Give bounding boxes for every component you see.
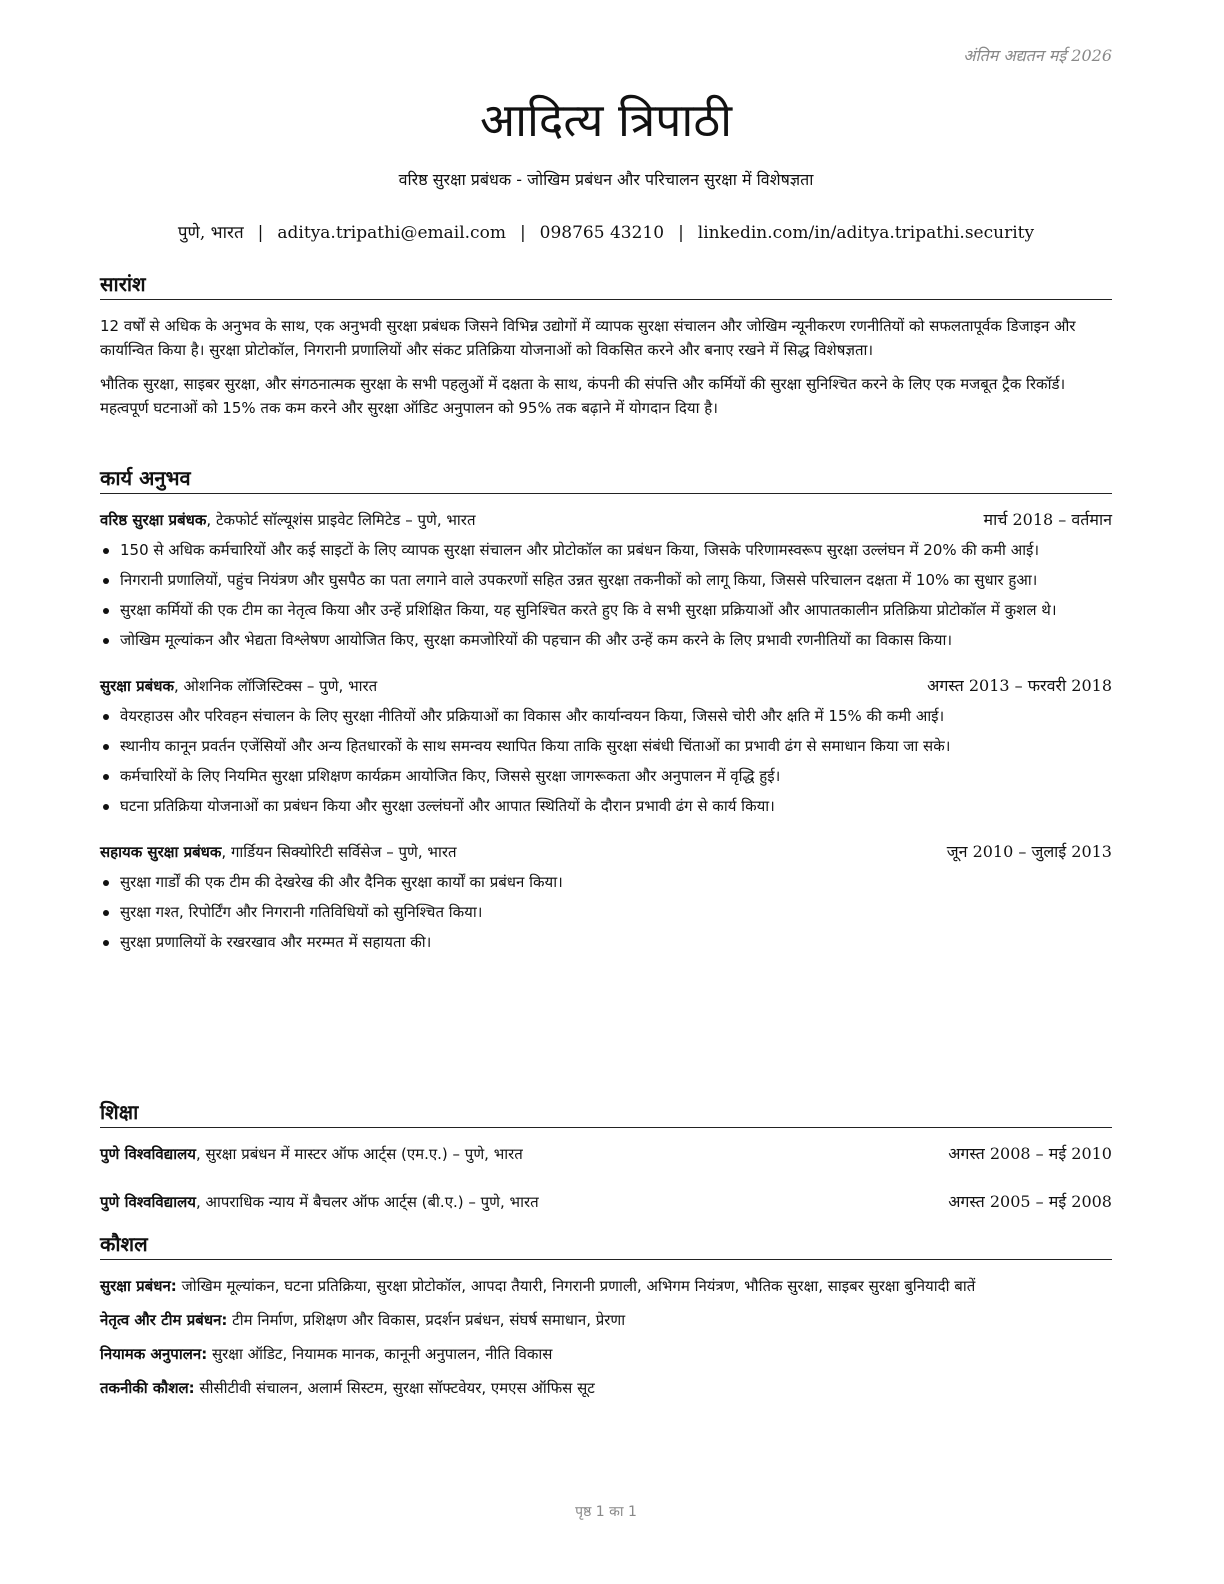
section-title-skills: कौशल — [100, 1230, 1112, 1260]
resume-page — [100, 0, 1112, 1584]
job-bullet: स्थानीय कानून प्रवर्तन एजेंसियों और अन्य हितधारकों के साथ समन्वय स्थापित किया ताकि सुरक्षा संबंधी चिंताओं का प्रभावी ढंग से समाधान किया जा सके। — [100, 734, 1112, 758]
job-bullet: सुरक्षा कर्मियों की एक टीम का नेतृत्व किया और उन्हें प्रशिक्षित किया, यह सुनिश्चित करते हुए कि वे सभी सुरक्षा प्रक्रियाओं और आपातकालीन प्रतिक्रिया प्रोटोकॉल में कुशल थे। — [100, 598, 1112, 622]
job-entry — [100, 840, 1112, 954]
job-header — [100, 840, 1112, 864]
job-bullet: जोखिम मूल्यांकन और भेद्यता विश्लेषण आयोजित किए, सुरक्षा कमजोरियों की पहचान की और उन्हें कम करने के लिए प्रभावी रणनीतियों का विकास किया। — [100, 628, 1112, 652]
education-school: पुणे विश्वविद्यालय — [100, 1193, 196, 1211]
contact-separator: | — [678, 223, 684, 243]
job-date: मार्च 2018 – वर्तमान — [983, 510, 1112, 529]
section-title-education: शिक्षा — [100, 1098, 1112, 1128]
contact-email[interactable]: aditya.tripathi@email.com — [277, 223, 506, 243]
skill-value: जोखिम मूल्यांकन, घटना प्रतिक्रिया, सुरक्षा प्रोटोकॉल, आपदा तैयारी, निगरानी प्रणाली, अभिगम नियंत्रण, भौतिक सुरक्षा, साइबर सुरक्षा बुनियादी बातें — [176, 1277, 976, 1295]
contact-linkedin[interactable]: linkedin.com/in/aditya.tripathi.security — [697, 223, 1035, 243]
job-bullet: 150 से अधिक कर्मचारियों और कई साइटों के लिए व्यापक सुरक्षा संचालन और प्रोटोकॉल का प्रबंधन किया, जिसके परिणामस्वरूप सुरक्षा उल्लंघन में 20% की कमी आई। — [100, 538, 1112, 562]
education-section — [100, 1098, 1112, 1214]
job-bullet: निगरानी प्रणालियों, पहुंच नियंत्रण और घुसपैठ का पता लगाने वाले उपकरणों सहित उन्नत सुरक्षा तकनीकों को लागू किया, जिससे परिचालन दक्षता में 10% का सुधार हुआ। — [100, 568, 1112, 592]
last-updated: अंतिम अद्यतन मई 2026 — [963, 46, 1112, 65]
section-title-experience: कार्य अनुभव — [100, 464, 1112, 494]
skill-label: नेतृत्व और टीम प्रबंधन: — [100, 1311, 228, 1329]
summary-paragraph: 12 वर्षों से अधिक के अनुभव के साथ, एक अनुभवी सुरक्षा प्रबंधक जिसने विभिन्न उद्योगों में व्यापक सुरक्षा संचालन और जोखिम न्यूनीकरण रणनीतियों को सफलतापूर्वक डिजाइन और कार्यान्वित किया है। सुरक्षा प्रोटोकॉल, निगरानी प्रणालियों और संकट प्रतिक्रिया योजनाओं को विकसित करने और बनाए रखने में सिद्ध विशेषज्ञता। — [100, 317, 1076, 359]
job-org: , ओशनिक लॉजिस्टिक्स – पुणे, भारत — [173, 677, 378, 695]
job-header — [100, 674, 1112, 698]
job-bullet: कर्मचारियों के लिए नियमित सुरक्षा प्रशिक्षण कार्यक्रम आयोजित किए, जिससे सुरक्षा जागरूकता और अनुपालन में वृद्धि हुई। — [100, 764, 1112, 788]
tagline: वरिष्ठ सुरक्षा प्रबंधक - जोखिम प्रबंधन और परिचालन सुरक्षा में विशेषज्ञता — [398, 170, 814, 189]
contact-location: पुणे, भारत — [177, 223, 244, 243]
education-date: अगस्त 2005 – मई 2008 — [948, 1192, 1112, 1211]
skill-label: नियामक अनुपालन: — [100, 1345, 208, 1363]
page-number: पृष्ठ 1 का 1 — [575, 1504, 637, 1520]
experience-section — [100, 464, 1112, 954]
skill-value: टीम निर्माण, प्रशिक्षण और विकास, प्रदर्शन प्रबंधन, संघर्ष समाधान, प्रेरणा — [227, 1311, 626, 1329]
contact-phone[interactable]: 098765 43210 — [539, 223, 665, 243]
job-header — [100, 508, 1112, 532]
summary-section — [100, 270, 1112, 420]
contact-line — [100, 220, 1112, 243]
contact-separator: | — [257, 223, 264, 243]
education-entry — [100, 1142, 1112, 1166]
job-bullet: घटना प्रतिक्रिया योजनाओं का प्रबंधन किया और सुरक्षा उल्लंघनों और आपात स्थितियों के दौरान प्रभावी ढंग से कार्य किया। — [100, 794, 1112, 818]
skill-label: तकनीकी कौशल: — [100, 1379, 195, 1397]
skill-line — [100, 1342, 1112, 1366]
job-role: वरिष्ठ सुरक्षा प्रबंधक — [100, 511, 207, 529]
education-degree: , आपराधिक न्याय में बैचलर ऑफ आर्ट्स (बी.ए.) – पुणे, भारत — [195, 1193, 539, 1211]
skill-line — [100, 1308, 1112, 1332]
job-bullet: सुरक्षा प्रणालियों के रखरखाव और मरम्मत में सहायता की। — [100, 930, 1112, 954]
section-title-summary: सारांश — [100, 270, 1112, 300]
job-org: , टेकफोर्ट सॉल्यूशंस प्राइवेट लिमिटेड – पुणे, भारत — [206, 511, 476, 529]
job-date: जून 2010 – जुलाई 2013 — [946, 842, 1112, 861]
skill-line — [100, 1376, 1112, 1400]
skill-value: सुरक्षा ऑडिट, नियामक मानक, कानूनी अनुपालन, नीति विकास — [207, 1345, 553, 1363]
education-degree: , सुरक्षा प्रबंधन में मास्टर ऑफ आर्ट्स (एम.ए.) – पुणे, भारत — [195, 1145, 523, 1163]
skill-line — [100, 1274, 1112, 1298]
skill-label: सुरक्षा प्रबंधन: — [100, 1277, 177, 1295]
job-entry — [100, 508, 1112, 652]
job-bullet: सुरक्षा गश्त, रिपोर्टिंग और निगरानी गतिविधियों को सुनिश्चित किया। — [100, 900, 1112, 924]
job-entry — [100, 674, 1112, 818]
contact-separator: | — [519, 223, 526, 243]
job-role: सहायक सुरक्षा प्रबंधक — [100, 843, 222, 861]
job-bullet: सुरक्षा गार्डों की एक टीम की देखरेख की और दैनिक सुरक्षा कार्यों का प्रबंधन किया। — [100, 870, 1112, 894]
education-school: पुणे विश्वविद्यालय — [100, 1145, 196, 1163]
job-date: अगस्त 2013 – फरवरी 2018 — [927, 676, 1112, 695]
skills-section — [100, 1230, 1112, 1410]
summary-paragraph: भौतिक सुरक्षा, साइबर सुरक्षा, और संगठनात्मक सुरक्षा के सभी पहलुओं में दक्षता के साथ, कंपनी की संपत्ति और कर्मियों की सुरक्षा सुनिश्चित करने के लिए एक मजबूत ट्रैक रिकॉर्ड। महत्वपूर्ण घटनाओं को 15% तक कम करने और सुरक्षा ऑडिट अनुपालन को 95% तक बढ़ाने में योगदान दिया है। — [100, 375, 1066, 417]
skill-value: सीसीटीवी संचालन, अलार्म सिस्टम, सुरक्षा सॉफ्टवेयर, एमएस ऑफिस सूट — [194, 1379, 595, 1397]
job-org: , गार्डियन सिक्योरिटी सर्विसेज – पुणे, भारत — [221, 843, 457, 861]
job-role: सुरक्षा प्रबंधक — [100, 677, 174, 695]
education-entry — [100, 1190, 1112, 1214]
job-bullet: वेयरहाउस और परिवहन संचालन के लिए सुरक्षा नीतियों और प्रक्रियाओं का विकास और कार्यान्वयन किया, जिससे चोरी और क्षति में 15% की कमी आई। — [100, 704, 1112, 728]
candidate-name: आदित्य त्रिपाठी — [480, 93, 732, 147]
education-date: अगस्त 2008 – मई 2010 — [948, 1144, 1112, 1163]
